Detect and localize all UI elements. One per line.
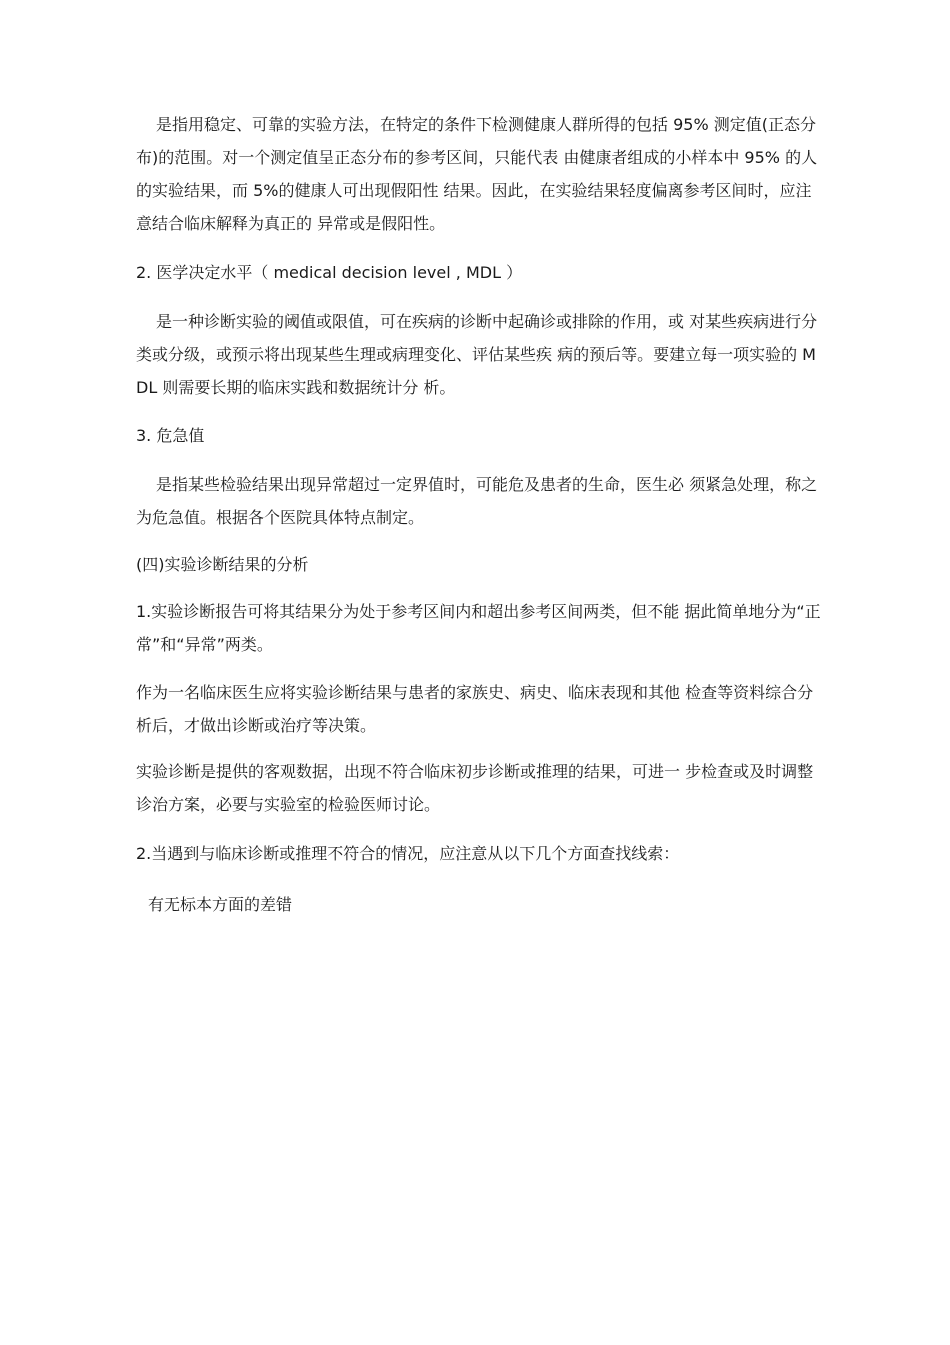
paragraph-analysis-3: 实验诊断是提供的客观数据，出现不符合临床初步诊断或推理的结果，可进一 步检查或及时调整诊治方案，必要与实验室的检验医师讨论。 bbox=[136, 762, 814, 814]
paragraph-specimen-error: 有无标本方面的差错 bbox=[148, 895, 293, 914]
paragraph-analysis-1: 1.实验诊断报告可将其结果分为处于参考区间内和超出参考区间两类，但不能 据此简单地分为“正常”和“异常”两类。 bbox=[136, 602, 821, 654]
paragraph-mdl: 是一种诊断实验的阈值或限值，可在疾病的诊断中起确诊或排除的作用，或 对某些疾病进行分类或分级，或预示将出现某些生理或病理变化、评估某些疾 病的预后等。要建立每一项实验的 MDL 则需要长期的临床实践和数据统计分 析。 bbox=[136, 312, 818, 397]
paragraph-analysis-4: 2.当遇到与临床诊断或推理不符合的情况，应注意从以下几个方面查找线索： bbox=[136, 844, 680, 863]
paragraph-critical-value: 是指某些检验结果出现异常超过一定界值时，可能危及患者的生命，医生必 须紧急处理，称之为危急值。根据各个医院具体特点制定。 bbox=[136, 475, 818, 527]
paragraph-analysis-2: 作为一名临床医生应将实验诊断结果与患者的家族史、病史、临床表现和其他 检查等资料综合分析后，才做出诊断或治疗等决策。 bbox=[136, 683, 814, 735]
heading-result-analysis: (四)实验诊断结果的分析 bbox=[136, 555, 309, 574]
paragraph-reference-interval: 是指用稳定、可靠的实验方法，在特定的条件下检测健康人群所得的包括 95% 测定值(正态分布)的范围。对一个测定值呈正态分布的参考区间，只能代表 由健康者组成的小样本中 95% 的人的实验结果，而 5%的健康人可出现假阳性 结果。因此，在实验结果轻度偏离参考区间时，应注意结合临床解释为真正的 异常或是假阳性。 bbox=[136, 115, 818, 233]
heading-critical-value: 3. 危急值 bbox=[136, 426, 205, 445]
heading-mdl: 2. 医学决定水平（ medical decision level , MDL ） bbox=[136, 263, 523, 282]
